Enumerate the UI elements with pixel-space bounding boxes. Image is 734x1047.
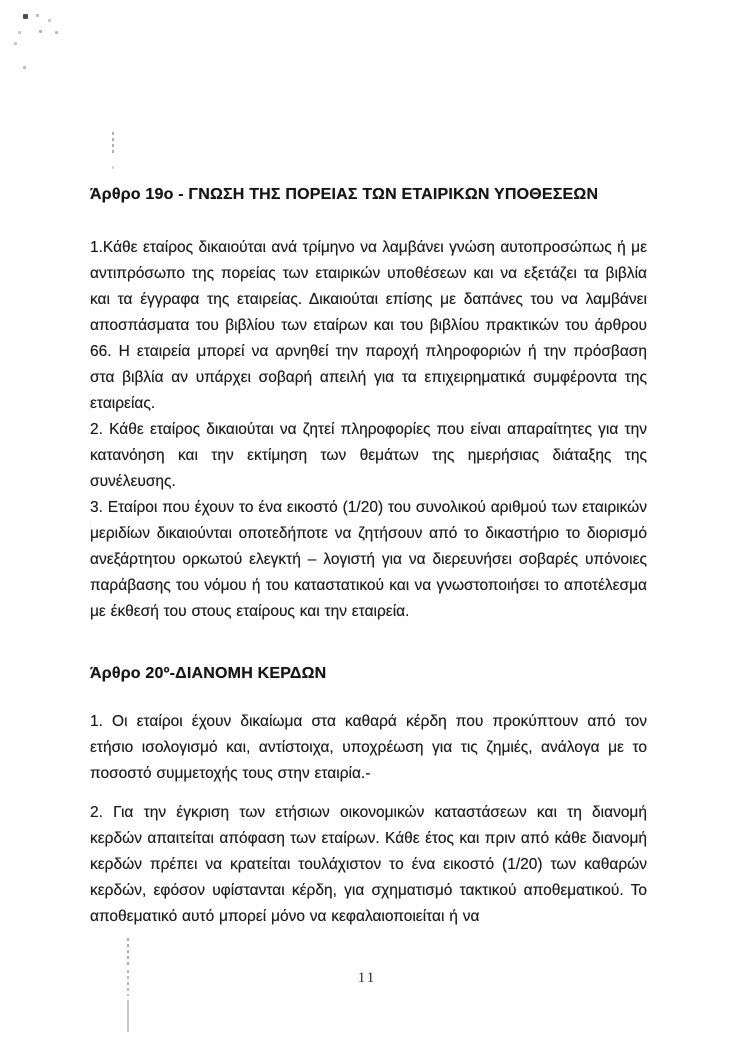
article-20-body [90, 709, 647, 930]
article-20-paragraph-2: 2. Για την έγκριση των ετήσιων οικονομικών καταστάσεων και τη διανομή κερδών απαιτείται απόφαση των εταίρων. Κάθε έτος και πριν από κάθε διανομή κερδών πρέπει να κρατείται τουλάχιστον το ένα εικοστό (1/20) των καθαρών κερδών, εφόσον υφίστανται κέρδη, για σχηματισμό τακτικού αποθεματικού. Το αποθεματικό αυτό μπορεί μόνο να κεφαλαιοποιείται ή να [90, 804, 647, 925]
scan-line [127, 1000, 129, 1032]
scan-speckle [23, 14, 28, 19]
scan-speckle [55, 31, 58, 34]
article-20-heading: Άρθρο 20º-ΔΙΑΝΟΜΗ ΚΕΡΔΩΝ [90, 665, 327, 682]
scan-speckle [48, 19, 51, 22]
article-20-paragraph-1: 1. Οι εταίροι έχουν δικαίωμα στα καθαρά κέρδη που προκύπτουν από τον ετήσιο ισολογισμό και, αντίστοιχα, υποχρέωση για τις ζημιές, ανάλογα με το ποσοστό συμμετοχής τους στην εταιρία.- [90, 713, 647, 782]
article-19-body [90, 235, 647, 625]
scan-speckle [39, 30, 42, 33]
document-content [90, 186, 647, 930]
page-number: 11 [357, 970, 377, 986]
article-19-paragraph-3: 3. Εταίροι που έχουν το ένα εικοστό (1/20) του συνολικού αριθμού των εταιρικών μεριδίων δικαιούνται οποτεδήποτε να ζητήσουν από το δικαστήριο το διορισμό ανεξάρτητου ορκωτού ελεγκτή – λογιστή για να διερευνήσει σοβαρές υπόνοιες παράβασης του νόμου ή του καταστατικού και να γνωστοποιήσει το αποτέλεσμα με έκθεσή του στους εταίρους και την εταιρεία. [90, 499, 647, 620]
article-19-paragraph-2: 2. Κάθε εταίρος δικαιούται να ζητεί πληροφορίες που είναι απαραίτητες για την κατανόηση και την εκτίμηση των θεμάτων της ημερήσιας διάταξης της συνέλευσης. [90, 421, 647, 490]
article-19-heading: Άρθρο 19ο - ΓΝΩΣΗ ΤΗΣ ΠΟΡΕΙΑΣ ΤΩΝ ΕΤΑΙΡΙΚΩΝ ΥΠΟΘΕΣΕΩΝ [90, 186, 599, 203]
scan-speckle [112, 166, 114, 169]
scan-speckle [14, 42, 17, 45]
scan-line [127, 938, 129, 966]
scan-speckle [36, 14, 39, 17]
scan-speckle [23, 66, 26, 69]
article-19-paragraph-1: 1.Κάθε εταίρος δικαιούται ανά τρίμηνο να λαμβάνει γνώση αυτοπροσώπως ή με αντιπρόσωπο της πορείας των εταιρικών υποθέσεων και να εξετάζει τα βιβλία και τα έγγραφα της εταιρείας. Δικαιούται επίσης με δαπάνες του να λαμβάνει αποσπάσματα του βιβλίου των εταίρων και του βιβλίου πρακτικών του άρθρου 66. Η εταιρεία μπορεί να αρνηθεί την παροχή πληροφοριών ή την πρόσβαση στα βιβλία αν υπάρχει σοβαρή απειλή για τα επιχειρηματικά συμφέροντα της εταιρείας. [90, 239, 647, 412]
scan-speckle [18, 31, 21, 34]
scan-line [112, 132, 114, 156]
